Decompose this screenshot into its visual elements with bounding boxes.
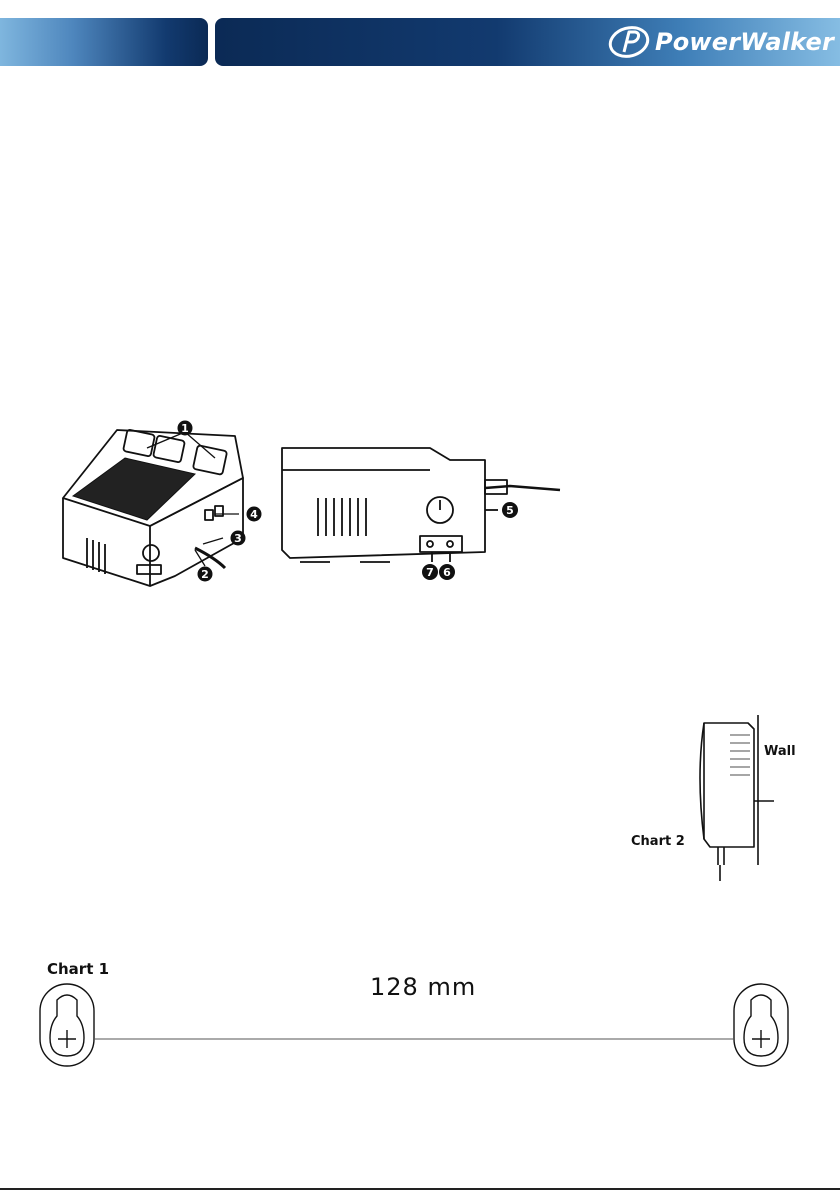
brand-logo <box>607 22 834 62</box>
ups-top-view-drawing <box>55 418 270 588</box>
callout-6 <box>439 564 455 580</box>
chart-2-label: Chart 2 <box>631 834 685 849</box>
wall-label: Wall <box>764 744 796 759</box>
callout-1 <box>178 421 193 436</box>
brand-name: PowerWalker <box>654 28 834 56</box>
callout-4 <box>247 507 262 522</box>
callout-3 <box>231 531 246 546</box>
callout-5 <box>502 502 518 518</box>
distance-label: 128 mm <box>370 973 477 1001</box>
svg-text:5: 5 <box>506 504 514 517</box>
ups-side-view-drawing <box>270 440 570 590</box>
chart-1-label: Chart 1 <box>47 960 110 978</box>
bottom-rule <box>0 1188 840 1190</box>
svg-text:3: 3 <box>234 532 242 545</box>
svg-text:7: 7 <box>426 566 434 579</box>
svg-text:1: 1 <box>181 422 189 435</box>
svg-text:2: 2 <box>201 568 209 581</box>
svg-text:6: 6 <box>443 566 451 579</box>
wall-mount-side-drawing <box>690 715 780 885</box>
svg-text:4: 4 <box>250 508 258 521</box>
header-banner-left <box>0 18 208 66</box>
callout-7 <box>422 564 438 580</box>
callout-2 <box>198 567 213 582</box>
powerwalker-logo-icon <box>607 25 651 59</box>
